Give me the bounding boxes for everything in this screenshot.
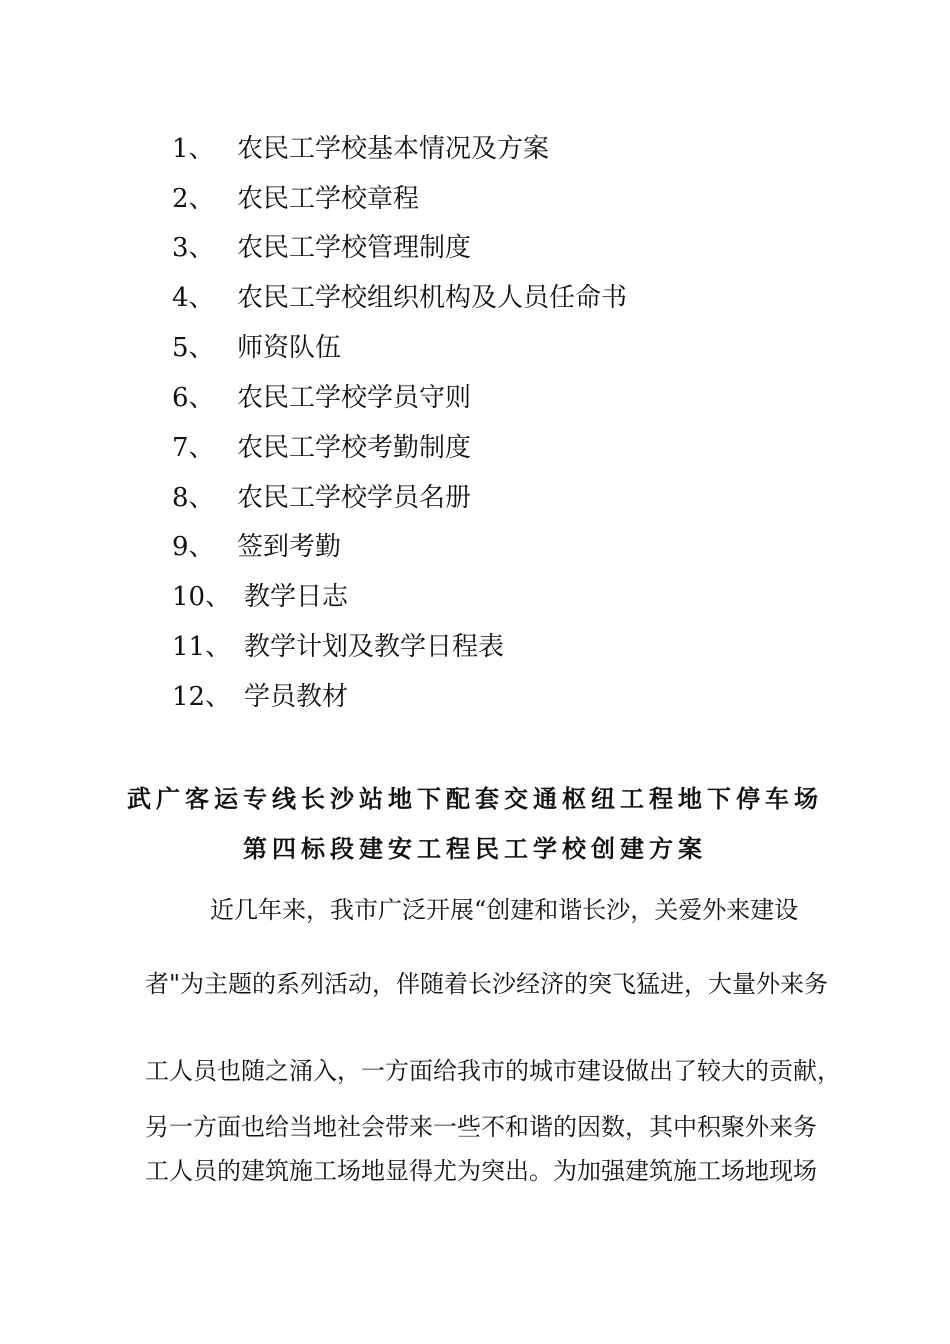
toc-item-number: 3、 bbox=[172, 233, 215, 263]
toc-item-number: 9、 bbox=[172, 532, 215, 562]
toc-item-number: 2、 bbox=[172, 184, 215, 214]
toc-item bbox=[172, 129, 549, 169]
toc-item bbox=[172, 428, 471, 468]
document-title-line-2: 第四标段建安工程民工学校创建方案 bbox=[243, 835, 707, 863]
toc-item-text: 农民工学校学员守则 bbox=[237, 383, 472, 413]
toc-item-number: 6、 bbox=[172, 383, 215, 413]
paragraph-line: 另一方面也给当地社会带来一些不和谐的因数，其中积聚外来务 bbox=[145, 1113, 817, 1141]
toc-item bbox=[172, 378, 471, 418]
toc-item bbox=[172, 527, 341, 567]
toc-item bbox=[172, 328, 341, 368]
paragraph-line: 近几年来，我市广泛开展“创建和谐长沙，关爱外来建设 bbox=[210, 896, 799, 924]
toc-item-text: 农民工学校考勤制度 bbox=[237, 433, 472, 463]
toc-item bbox=[172, 278, 627, 318]
toc-item-text: 学员教材 bbox=[244, 682, 349, 712]
toc-item-number: 10、 bbox=[172, 582, 232, 612]
toc-item-number: 12、 bbox=[172, 682, 232, 712]
toc-item-text: 教学计划及教学日程表 bbox=[244, 632, 505, 662]
toc-item-text: 农民工学校章程 bbox=[237, 184, 420, 214]
toc-item-number: 11、 bbox=[172, 632, 232, 662]
toc-item-text: 教学日志 bbox=[244, 582, 349, 612]
toc-item-text: 农民工学校组织机构及人员任命书 bbox=[237, 283, 628, 313]
paragraph-line: 者"为主题的系列活动，伴随着长沙经济的突飞猛进，大量外来务 bbox=[145, 970, 829, 998]
toc-item-number: 8、 bbox=[172, 483, 215, 513]
toc-item-number: 1、 bbox=[172, 134, 215, 164]
toc-item bbox=[172, 677, 348, 717]
paragraph-line: 工人员的建筑施工场地显得尤为突出。为加强建筑施工场地现场 bbox=[145, 1157, 817, 1185]
toc-item-text: 农民工学校基本情况及方案 bbox=[237, 134, 550, 164]
toc-item bbox=[172, 478, 471, 518]
toc-item-number: 5、 bbox=[172, 333, 215, 363]
toc-item bbox=[172, 627, 504, 667]
document-title-line-1: 武广客运专线长沙站地下配套交通枢纽工程地下停车场 bbox=[127, 785, 823, 813]
toc-item-number: 4、 bbox=[172, 283, 215, 313]
toc-item-text: 签到考勤 bbox=[237, 532, 342, 562]
paragraph-line: 工人员也随之涌入，一方面给我市的城市建设做出了较大的贡献， bbox=[145, 1057, 841, 1085]
toc-item bbox=[172, 577, 348, 617]
toc-item bbox=[172, 179, 419, 219]
toc-item-text: 农民工学校管理制度 bbox=[237, 233, 472, 263]
toc-item-text: 师资队伍 bbox=[237, 333, 342, 363]
toc-item bbox=[172, 228, 471, 268]
toc-item-text: 农民工学校学员名册 bbox=[237, 483, 472, 513]
toc-item-number: 7、 bbox=[172, 433, 215, 463]
